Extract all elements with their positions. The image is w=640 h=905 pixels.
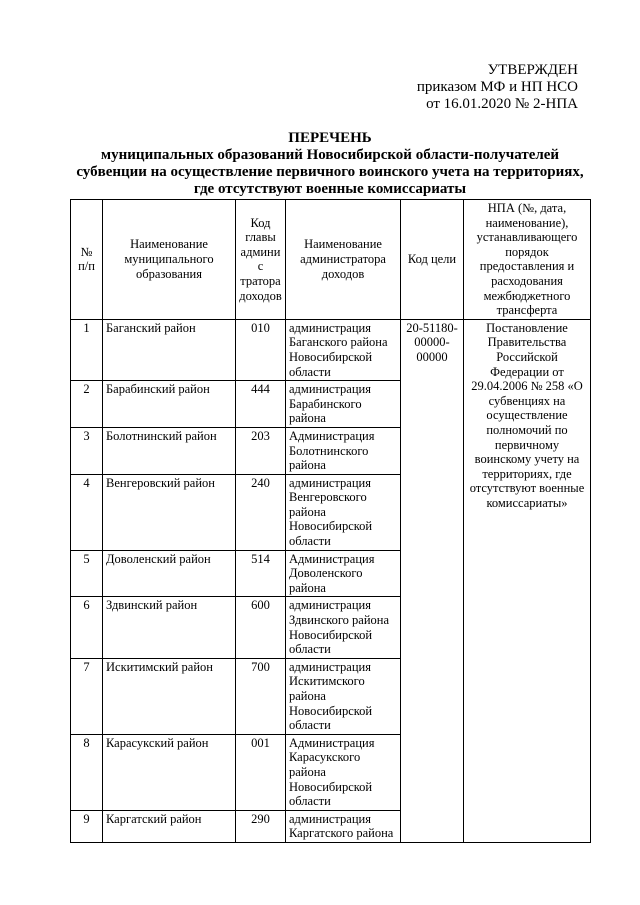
- title-line-4: где отсутствуют военные комиссариаты: [193, 181, 467, 197]
- table-row: [71, 319, 591, 380]
- row-municipality: Барабинский район: [103, 381, 236, 428]
- row-municipality: Доволенский район: [103, 550, 236, 597]
- row-code: 010: [236, 319, 286, 380]
- row-admin: администрация Баганского района Новосибирской области: [286, 319, 401, 380]
- row-admin: Администрация Карасукского района Новосибирской области: [286, 734, 401, 810]
- title-line-2: муниципальных образований Новосибирской области-получателей: [100, 147, 560, 163]
- row-municipality: Карасукский район: [103, 734, 236, 810]
- row-municipality: Здвинский район: [103, 597, 236, 658]
- row-municipality: Болотнинский район: [103, 427, 236, 474]
- row-code: 514: [236, 550, 286, 597]
- row-num: 8: [71, 734, 103, 810]
- municipalities-table: [70, 199, 591, 843]
- row-num: 6: [71, 597, 103, 658]
- header-code: Код главы админис тратора доходов: [236, 200, 286, 320]
- row-admin: Администрация Доволенского района: [286, 550, 401, 597]
- row-admin: администрация Барабинского района: [286, 381, 401, 428]
- row-admin: администрация Искитимского района Новосибирской области: [286, 658, 401, 734]
- row-code: 240: [236, 474, 286, 550]
- row-num: 7: [71, 658, 103, 734]
- header-goal: Код цели: [401, 200, 464, 320]
- header-admin: Наименование администратора доходов: [286, 200, 401, 320]
- row-admin: администрация Каргатского района: [286, 810, 401, 842]
- row-municipality: Венгеровский район: [103, 474, 236, 550]
- document-title: [70, 130, 590, 198]
- header-municipality: Наименование муниципального образования: [103, 200, 236, 320]
- approval-line-3: от 16.01.2020 № 2-НПА: [426, 96, 578, 112]
- row-municipality: Каргатский район: [103, 810, 236, 842]
- row-code: 203: [236, 427, 286, 474]
- row-code: 700: [236, 658, 286, 734]
- row-admin: администрация Здвинского района Новосибирской области: [286, 597, 401, 658]
- row-code: 290: [236, 810, 286, 842]
- row-code: 600: [236, 597, 286, 658]
- row-num: 2: [71, 381, 103, 428]
- row-code: 444: [236, 381, 286, 428]
- row-num: 1: [71, 319, 103, 380]
- goal-code-cell: 20-51180-00000-00000: [401, 319, 464, 842]
- row-num: 9: [71, 810, 103, 842]
- row-municipality: Искитимский район: [103, 658, 236, 734]
- row-admin: администрация Венгеровского района Новосибирской области: [286, 474, 401, 550]
- approval-line-2: приказом МФ и НП НСО: [416, 79, 578, 95]
- row-admin: Администрация Болотнинского района: [286, 427, 401, 474]
- title-line-1: ПЕРЕЧЕНЬ: [288, 130, 372, 146]
- row-num: 5: [71, 550, 103, 597]
- npa-cell: Постановление Правительства Российской Федерации от 29.04.2006 № 258 «О субвенциях на осуществление полномочий по первичному воинскому учету на территориях, где отсутствуют военные комиссариаты»: [464, 319, 591, 842]
- approval-stamp: [417, 62, 578, 113]
- header-npa: НПА (№, дата, наименование), устанавливающего порядок предоставления и расходования межбюджетного трансферта: [464, 200, 591, 320]
- approval-line-1: УТВЕРЖДЕН: [487, 62, 578, 78]
- title-line-3: субвенции на осуществление первичного воинского учета на территориях,: [76, 164, 584, 180]
- row-num: 3: [71, 427, 103, 474]
- row-code: 001: [236, 734, 286, 810]
- row-num: 4: [71, 474, 103, 550]
- header-row: [71, 200, 591, 320]
- row-municipality: Баганский район: [103, 319, 236, 380]
- header-num: № п/п: [71, 200, 103, 320]
